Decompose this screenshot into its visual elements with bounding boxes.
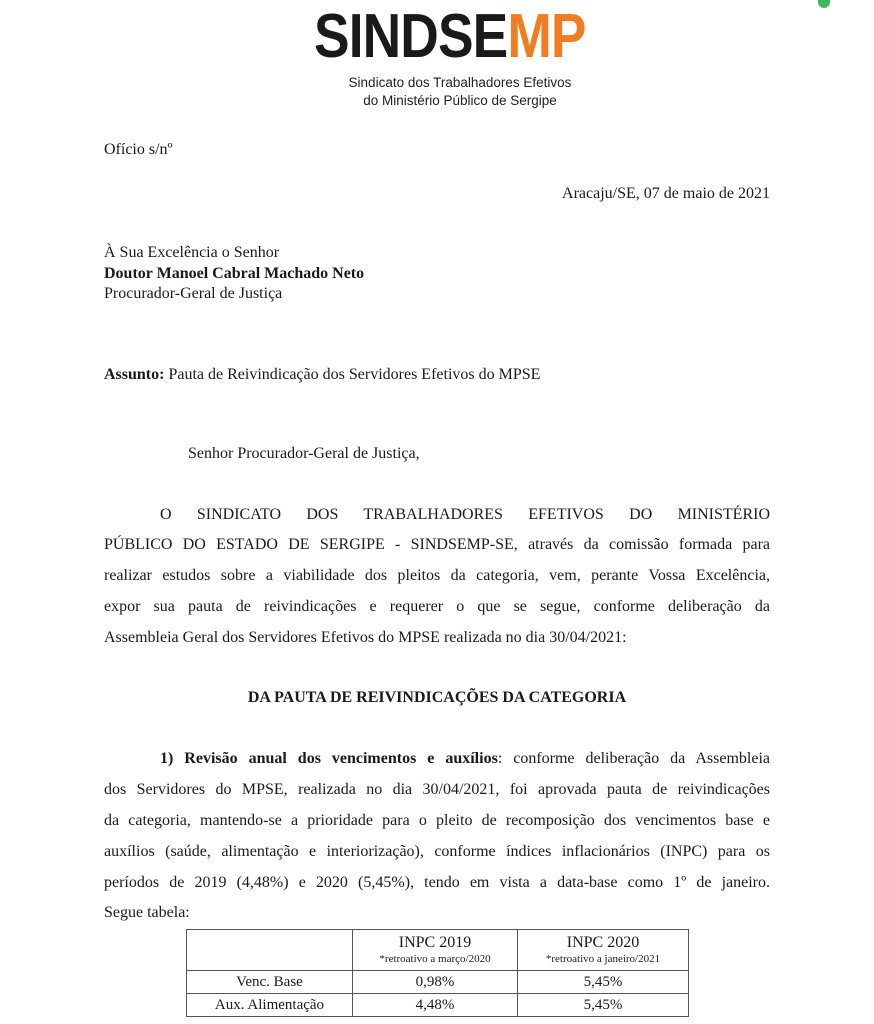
item1-first-line: 1) Revisão anual dos vencimentos e auxílios: conforme deliberação da Assembleia	[160, 750, 771, 767]
intro-line: PÚBLICO DO ESTADO DE SERGIPE - SINDSEMP-SE, através da comissão formada para	[104, 536, 770, 553]
intro-line: O SINDICATO DOS TRABALHADORES EFETIVOS DO MINISTÉRIO	[160, 506, 770, 523]
table-cell: 5,45%	[518, 971, 689, 994]
table-header-cell: INPC 2020 *retroativo a janeiro/2021	[518, 930, 689, 971]
table-cell: 5,45%	[518, 994, 689, 1017]
date-line: Aracaju/SE, 07 de maio de 2021	[562, 185, 770, 202]
section-title: DA PAUTA DE REIVINDICAÇÕES DA CATEGORIA	[247, 689, 627, 706]
item1-line: períodos de 2019 (4,48%) e 2020 (5,45%), tendo em vista a data-base como 1º de janeiro.	[104, 874, 770, 891]
table-row	[187, 994, 689, 1017]
item1-line: Segue tabela:	[104, 904, 190, 921]
table-cell: 4,48%	[353, 994, 518, 1017]
item1-line: auxílios (saúde, alimentação e interiorização), conforme índices inflacionários (INPC) para os	[104, 843, 770, 860]
addressee-name: Doutor Manoel Cabral Machado Neto	[104, 265, 365, 282]
logo-subtitle-line1: Sindicato dos Trabalhadores Efetivos	[348, 75, 572, 90]
table-header-cell: INPC 2019 *retroativo a março/2020	[353, 930, 518, 971]
salutation: Senhor Procurador-Geral de Justiça,	[188, 445, 420, 462]
table-row	[187, 971, 689, 994]
oficio-number: Ofício s/nº	[104, 141, 173, 158]
table-header-cell	[187, 930, 353, 971]
table-cell: Venc. Base	[187, 971, 353, 994]
intro-line: Assembleia Geral dos Servidores Efetivos do MPSE realizada no dia 30/04/2021:	[104, 629, 627, 646]
subject-text: Pauta de Reivindicação dos Servidores Efetivos do MPSE	[168, 366, 541, 383]
subject-line	[104, 365, 540, 385]
subject-label: Assunto:	[104, 366, 165, 383]
table-header-row	[187, 930, 689, 971]
addressee-title: Procurador-Geral de Justiça	[104, 285, 283, 302]
addressee-line1: À Sua Excelência o Senhor	[104, 244, 280, 261]
intro-line: realizar estudos sobre a viabilidade dos pleitos da categoria, vem, perante Vossa Excelência,	[104, 567, 770, 584]
logo-wordmark: SINDSEMP	[314, 2, 586, 71]
logo-subtitle-line2: do Ministério Público de Sergipe	[363, 93, 557, 108]
item1-heading: 1) Revisão anual dos vencimentos e auxílios	[160, 750, 498, 767]
sindsemp-logo	[310, 2, 610, 114]
intro-line: expor sua pauta de reivindicações e requerer o que se segue, conforme deliberação da	[104, 598, 770, 615]
item1-line: dos Servidores do MPSE, realizada no dia 30/04/2021, foi aprovada pauta de reivindicações	[104, 781, 770, 798]
status-dot	[818, 0, 830, 8]
inpc-table	[186, 929, 689, 1017]
item1-line: da categoria, mantendo-se a prioridade para o pleito de recomposição dos vencimentos base e	[104, 812, 770, 829]
table-cell: 0,98%	[353, 971, 518, 994]
table-cell: Aux. Alimentação	[187, 994, 353, 1017]
